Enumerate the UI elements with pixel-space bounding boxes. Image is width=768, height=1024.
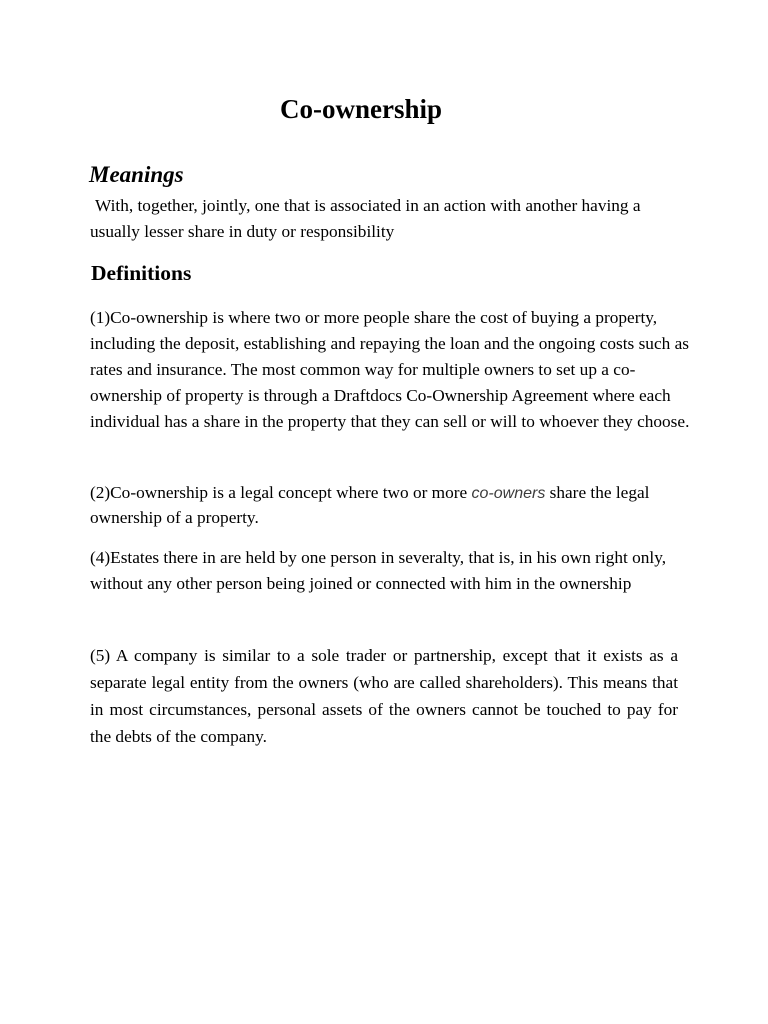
definition-2-text-start: (2)Co-ownership is a legal concept where two or more [90, 483, 472, 502]
definition-5: (5) A company is similar to a sole trader or partnership, except that it exists as a separate legal entity from the owners (who are called shareholders). This means that in most circumstances, personal assets of the owners cannot be touched to pay for the debts of the company. [90, 646, 678, 746]
definition-2-text-end: share the legal ownership of a property. [90, 483, 650, 527]
definition-4: (4)Estates there in are held by one person in severalty, that is, in his own right only, without any other person being joined or connected with him in the ownership [90, 548, 667, 593]
definition-2 [90, 481, 690, 530]
meanings-text: With, together, jointly, one that is associated in an action with another having a usually lesser share in duty or responsibility [90, 196, 641, 241]
page-title: Co-ownership [279, 94, 442, 124]
definition-1: (1)Co-ownership is where two or more people share the cost of buying a property, including the deposit, establishing and repaying the loan and the ongoing costs such as rates and insurance. The most common way for multiple owners to set up a co-ownership of property is through a Draftdocs Co-Ownership Agreement where each individual has a share in the property that they can sell or will to whoever they choose. [90, 308, 690, 431]
meanings-paragraph [90, 193, 690, 245]
co-owners-link[interactable]: co-owners [471, 485, 546, 502]
meanings-heading: Meanings [89, 162, 184, 187]
definitions-heading: Definitions [91, 261, 192, 285]
